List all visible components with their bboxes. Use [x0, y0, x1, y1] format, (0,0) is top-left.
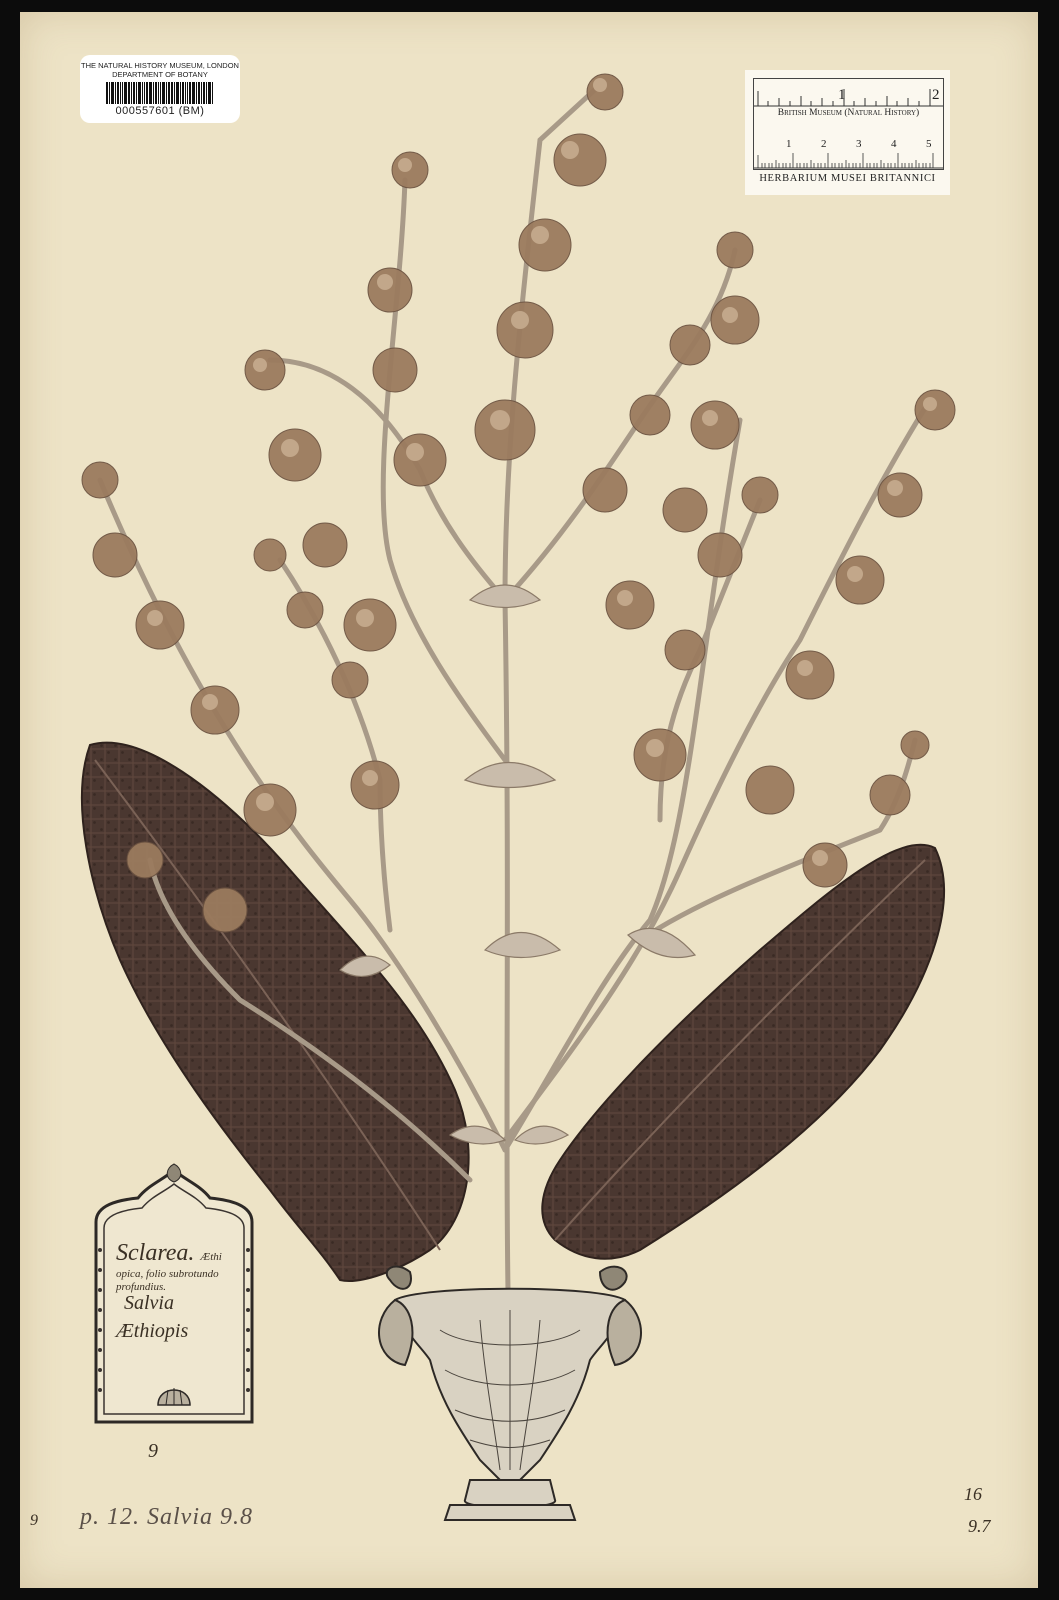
herbarium-title: HERBARIUM MUSEI BRITANNICI [759, 173, 936, 184]
label-species: Æthiopis [116, 1320, 189, 1342]
label-sclarea: Sclarea. Æthi [116, 1240, 222, 1266]
cm-number-5: 5 [926, 138, 932, 150]
department-name: DEPARTMENT OF BOTANY [112, 70, 208, 79]
cm-number-2: 2 [821, 138, 827, 150]
inch-number-1: 1 [838, 87, 846, 103]
cm-number-4: 4 [891, 138, 897, 150]
sheet-number: 9 [148, 1440, 158, 1462]
annotation-bottom-left: 9 [30, 1512, 38, 1529]
annotation-bottom-right-top: 16 [964, 1484, 982, 1504]
specimen-id: 000557601 (BM) [115, 105, 205, 117]
annotation-bottom-right-bottom: 9.7 [968, 1516, 991, 1536]
annotation-reference: p. 12. Salvia 9.8 [80, 1504, 253, 1530]
right-basal-leaf [542, 845, 944, 1259]
label-description: opica, folio subrotundo profundius. [116, 1268, 219, 1293]
ruler-caption: British Museum (Natural History) [777, 108, 920, 118]
inch-number-2: 2 [932, 87, 940, 103]
cm-number-1: 1 [786, 138, 792, 150]
museum-name: THE NATURAL HISTORY MUSEUM, LONDON [81, 61, 239, 70]
label-genus: Salvia [124, 1292, 174, 1314]
engraved-vase [379, 1267, 641, 1520]
cm-number-3: 3 [856, 138, 862, 150]
cartouche-frame [88, 1160, 260, 1432]
